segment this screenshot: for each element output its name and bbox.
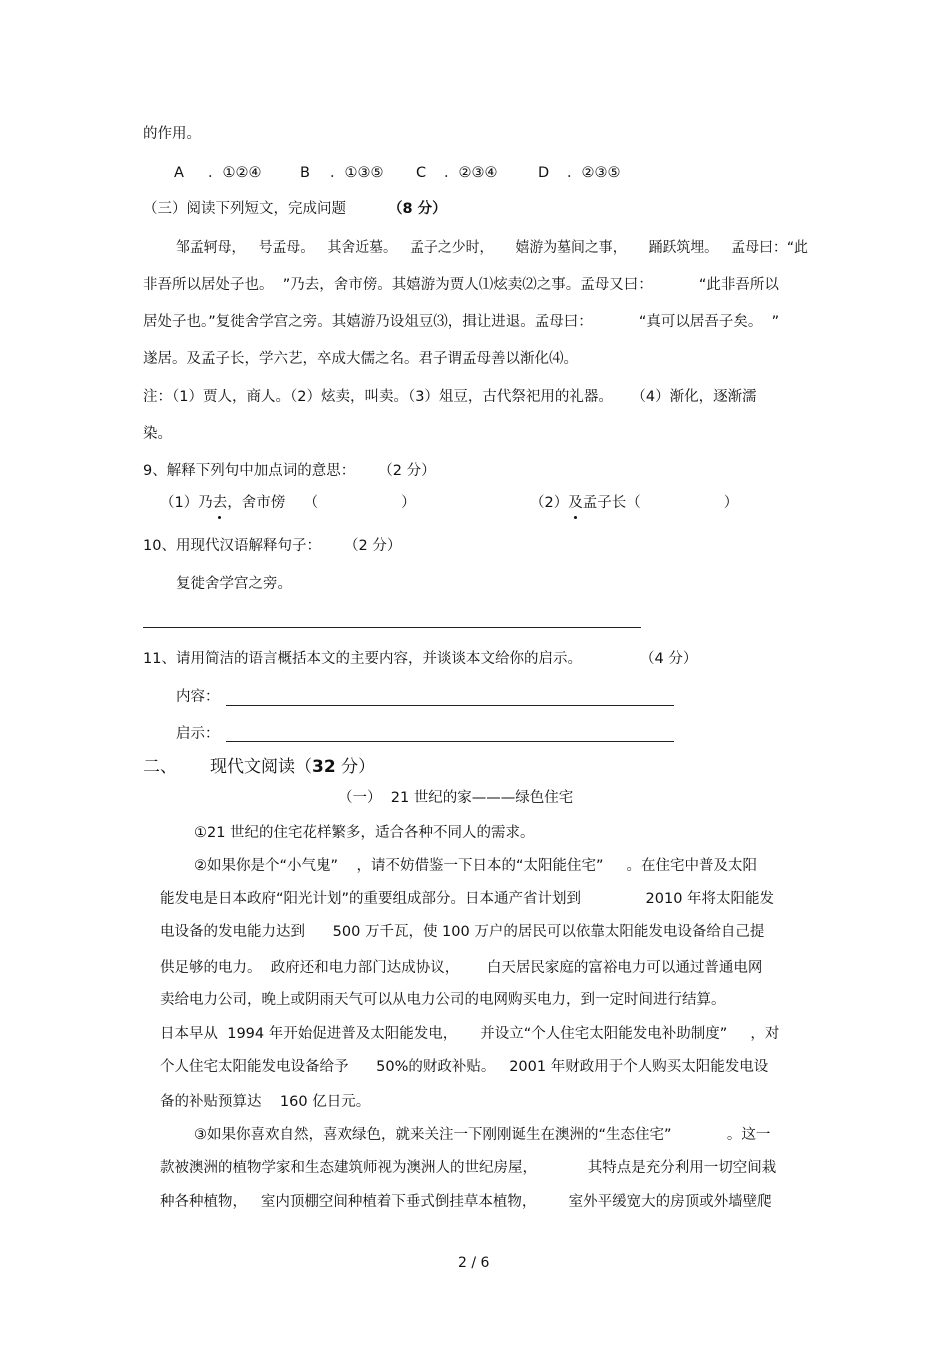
dotted-word: 去 bbox=[212, 495, 228, 511]
question-9-item-2 bbox=[530, 493, 738, 513]
passage-line: 居处子也。”复徙舍学宫之旁。其嬉游乃设俎豆⑶，揖让进退。孟母曰： “真可以居吾子矣。 ” bbox=[143, 314, 780, 330]
dotted-word: 及 bbox=[568, 495, 583, 511]
question-9-item-1-post: ，舍市傍 （ ） bbox=[227, 495, 416, 511]
article-line: 备的补贴预算达 160 亿日元。 bbox=[160, 1094, 371, 1110]
option-a-letter: A bbox=[174, 165, 184, 181]
article-line: 卖给电力公司，晚上或阴雨天气可以从电力公司的电网购买电力，到一定时间进行结算。 bbox=[160, 992, 726, 1008]
passage-line: 遂居。及孟子长，学六艺，卒成大儒之名。君子谓孟母善以渐化⑷。 bbox=[143, 351, 578, 367]
answer-line bbox=[226, 741, 674, 742]
question-10-sentence: 复徙舍学宫之旁。 bbox=[176, 576, 292, 592]
part-two-heading bbox=[210, 755, 375, 779]
note-line: 注：（1）贾人，商人。（2）炫卖，叫卖。（3）俎豆，古代祭祀用的礼器。 （4）渐化，逐渐濡 bbox=[143, 389, 757, 405]
article-line: 种各种植物， 室内顶棚空间种植着下垂式倒挂草本植物， 室外平缓宽大的房顶或外墙壁爬 bbox=[160, 1194, 772, 1210]
option-c-text: ．②③④ bbox=[444, 165, 498, 181]
article-line: ①21 世纪的住宅花样繁多，适合各种不同人的需求。 bbox=[194, 825, 535, 841]
answer-label-insight: 启示： bbox=[176, 726, 220, 742]
answer-line bbox=[226, 705, 674, 706]
part-two-score: 32 bbox=[312, 757, 336, 777]
question-9: 9、解释下列句中加点词的意思： （2 分） bbox=[143, 463, 436, 479]
text-line: 的作用。 bbox=[143, 126, 201, 142]
section-score: （8 分） bbox=[388, 201, 447, 217]
question-11-score: （4 分） bbox=[640, 651, 698, 667]
article-line: 日本早从 1994 年开始促进普及太阳能发电， 并设立“个人住宅太阳能发电补助制度” ，对 bbox=[160, 1026, 780, 1042]
part-two-number: 二、 bbox=[143, 757, 177, 777]
article-line: 能发电是日本政府“阳光计划”的重要组成部分。日本通产省计划到 2010 年将太阳能发 bbox=[160, 891, 775, 907]
passage-line: 非吾所以居处子也。 ”乃去，舍市傍。其嬉游为贾人⑴炫卖⑵之事。孟母又曰： “此非吾所以 bbox=[143, 277, 779, 293]
article-line: ③如果你喜欢自然，喜欢绿色，就来关注一下刚刚诞生在澳洲的“生态住宅” 。这一 bbox=[194, 1127, 771, 1143]
article-line: 个人住宅太阳能发电设备给予 50%的财政补贴。 2001 年财政用于个人购买太阳能发电设 bbox=[160, 1059, 769, 1075]
article-line: ②如果你是个“小气鬼” ，请不妨借鉴一下日本的“太阳能住宅” 。在住宅中普及太阳 bbox=[194, 858, 758, 874]
section-heading: （三）阅读下列短文，完成问题 bbox=[143, 201, 346, 217]
answer-label-content: 内容： bbox=[176, 689, 220, 705]
article-line: 款被澳洲的植物学家和生态建筑师视为澳洲人的世纪房屋， 其特点是充分利用一切空间栽 bbox=[160, 1160, 777, 1176]
question-10: 10、用现代汉语解释句子： （2 分） bbox=[143, 538, 402, 554]
passage-line: 邹孟轲母， 号孟母。 其舍近墓。 孟子之少时， 嬉游为墓间之事， 踊跃筑埋。 孟母曰：“此 bbox=[176, 240, 808, 256]
question-9-item-1 bbox=[160, 493, 416, 513]
article-line: 电设备的发电能力达到 500 万千瓦，使 100 万户的居民可以依靠太阳能发电设备给自己提 bbox=[160, 924, 765, 940]
option-c-letter: C bbox=[416, 165, 427, 181]
article-title: （一） 21 世纪的家———绿色住宅 bbox=[338, 790, 574, 806]
option-b-text: ．①③⑤ bbox=[330, 165, 384, 181]
part-two-title: 现代文阅读（ bbox=[210, 757, 312, 777]
article-line: 供足够的电力。 政府还和电力部门达成协议， 白天居民家庭的富裕电力可以通过普通电网 bbox=[160, 960, 763, 976]
page-number: 2 / 6 bbox=[458, 1255, 490, 1271]
part-two-suffix: 分） bbox=[335, 757, 376, 777]
question-9-item-2-pre: （2） bbox=[530, 495, 569, 511]
note-line: 染。 bbox=[143, 426, 172, 442]
question-9-item-1-pre: （1）乃 bbox=[160, 495, 213, 511]
option-b-letter: B bbox=[300, 165, 310, 181]
option-a-text: ．①②④ bbox=[208, 165, 262, 181]
question-11: 11、请用简洁的语言概括本文的主要内容，并谈谈本文给你的启示。 bbox=[143, 651, 582, 667]
option-d-text: ．②③⑤ bbox=[567, 165, 621, 181]
option-d-letter: D bbox=[538, 165, 550, 181]
question-9-item-2-post: 孟子长（ ） bbox=[582, 495, 739, 511]
answer-line bbox=[143, 627, 641, 628]
